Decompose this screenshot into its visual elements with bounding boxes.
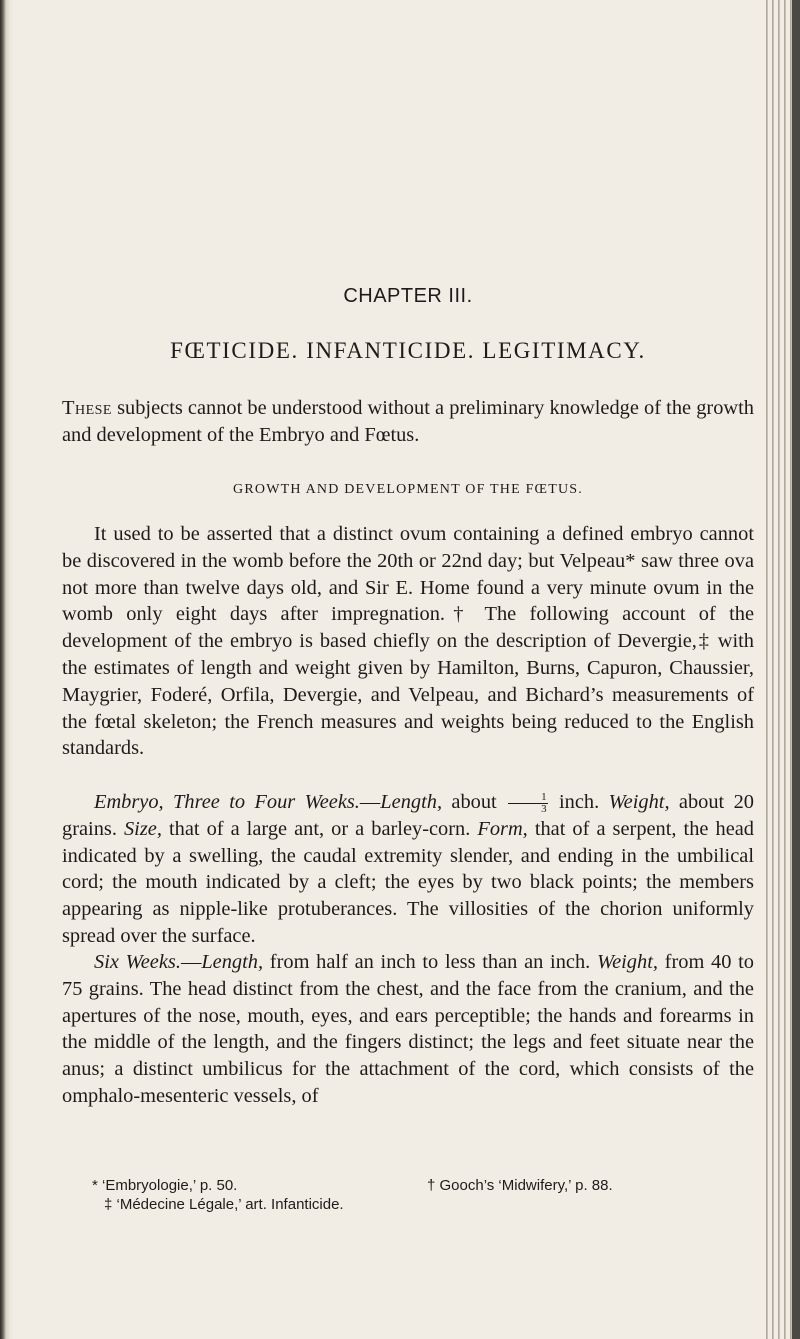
weight-label: Weight, xyxy=(596,951,658,973)
footnote-row xyxy=(62,1195,754,1214)
footnote-marker: † xyxy=(445,603,472,626)
page-edge-right xyxy=(762,0,800,1339)
fraction-numerator: 1 xyxy=(508,792,548,804)
form-label: Form, xyxy=(477,817,528,840)
paragraph-text: that of a serpent, the head indicated by a swelling, the caudal extremity slender, and ending in the umbilical cord; the mouth indicated by a cleft; the eyes by two black points; the members appearing as nipple-like protuberances. The villosities of the chorion uniformly spread over the surface. xyxy=(62,817,754,947)
book-page xyxy=(62,0,754,1339)
paragraph-embryo-three-four-weeks xyxy=(62,789,754,950)
footnote-row xyxy=(62,1176,754,1195)
footnote-3: ‡ ‘Médecine Légale,’ art. Infanticide. xyxy=(104,1196,344,1213)
intro-paragraph xyxy=(62,395,754,449)
footnote-marker: * xyxy=(625,549,636,572)
chapter-number: CHAPTER III. xyxy=(343,285,473,307)
page-edge-left xyxy=(0,0,14,1339)
chapter-title: FŒTICIDE. INFANTICIDE. LEGITIMACY. xyxy=(170,338,646,363)
weight-label: Weight, xyxy=(608,791,670,813)
stage-heading: Embryo, Three to Four Weeks. xyxy=(94,791,360,813)
section-heading: GROWTH AND DEVELOPMENT OF THE FŒTUS. xyxy=(233,482,583,497)
paragraph-development-intro xyxy=(62,521,754,762)
size-label: Size, xyxy=(123,817,162,840)
paragraph-text: from half an inch to less than an inch. xyxy=(263,951,597,973)
length-label: Length, xyxy=(380,791,443,813)
footnotes xyxy=(62,1176,754,1214)
paragraph-six-weeks xyxy=(62,949,754,1110)
paragraph-text: about xyxy=(442,791,507,813)
paragraph-text: with the estimates of length and weight given by Hamilton, Burns, Capuron, Chaussier, Maygrier, Foderé, Orfila, Devergie, and Velpeau, and Bichard’s measurements of the fœtal skeleton; the French measures and weights being reduced to the English standards. xyxy=(62,630,754,760)
intro-lead-word: These xyxy=(62,397,112,419)
dash: — xyxy=(180,951,202,973)
dash: — xyxy=(359,791,381,813)
paragraph-text: inch. xyxy=(549,791,609,813)
paragraph-text: It used to be asserted that a distinct ovum containing a defined embryo cannot be discovered in the womb before the 20th or 22nd day; but Velpeau xyxy=(62,523,754,572)
intro-text: subjects cannot be understood without a preliminary knowledge of the growth and development of the Embryo and Fœtus. xyxy=(62,397,754,446)
footnote-1: * ‘Embryologie,’ p. 50. xyxy=(92,1177,238,1194)
footnote-2: † Gooch’s ‘Midwifery,’ p. 88. xyxy=(427,1177,613,1194)
fraction-denominator: 3 xyxy=(541,802,547,815)
fraction-one-third xyxy=(508,792,548,815)
length-label: Length, xyxy=(201,951,264,973)
paragraph-text: about 20 grains. xyxy=(62,791,754,840)
paragraph-text: saw three ova not more than twelve days old, and Sir E. Home found a very minute ovum in the womb only eight days after impregnation. xyxy=(62,549,754,626)
footnote-marker: ‡ xyxy=(696,630,711,653)
paragraph-text: that of a large ant, or a barley-corn. xyxy=(161,817,478,840)
paragraph-text: from 40 to 75 grains. The head distinct from the chest, and the face from the cranium, and the apertures of the nose, mouth, eyes, and ears perceptible; the hands and forearms in the middle of the length, and the fingers distinct; the legs and feet situate near the anus; a distinct umbilicus for the attachment of the cord, which consists of the omphalo-mesenteric vessels, of xyxy=(62,951,754,1107)
stage-heading: Six Weeks. xyxy=(94,951,181,973)
paragraph-text: The following account of the development of the embryo is based chiefly on the description of Devergie, xyxy=(62,603,754,653)
